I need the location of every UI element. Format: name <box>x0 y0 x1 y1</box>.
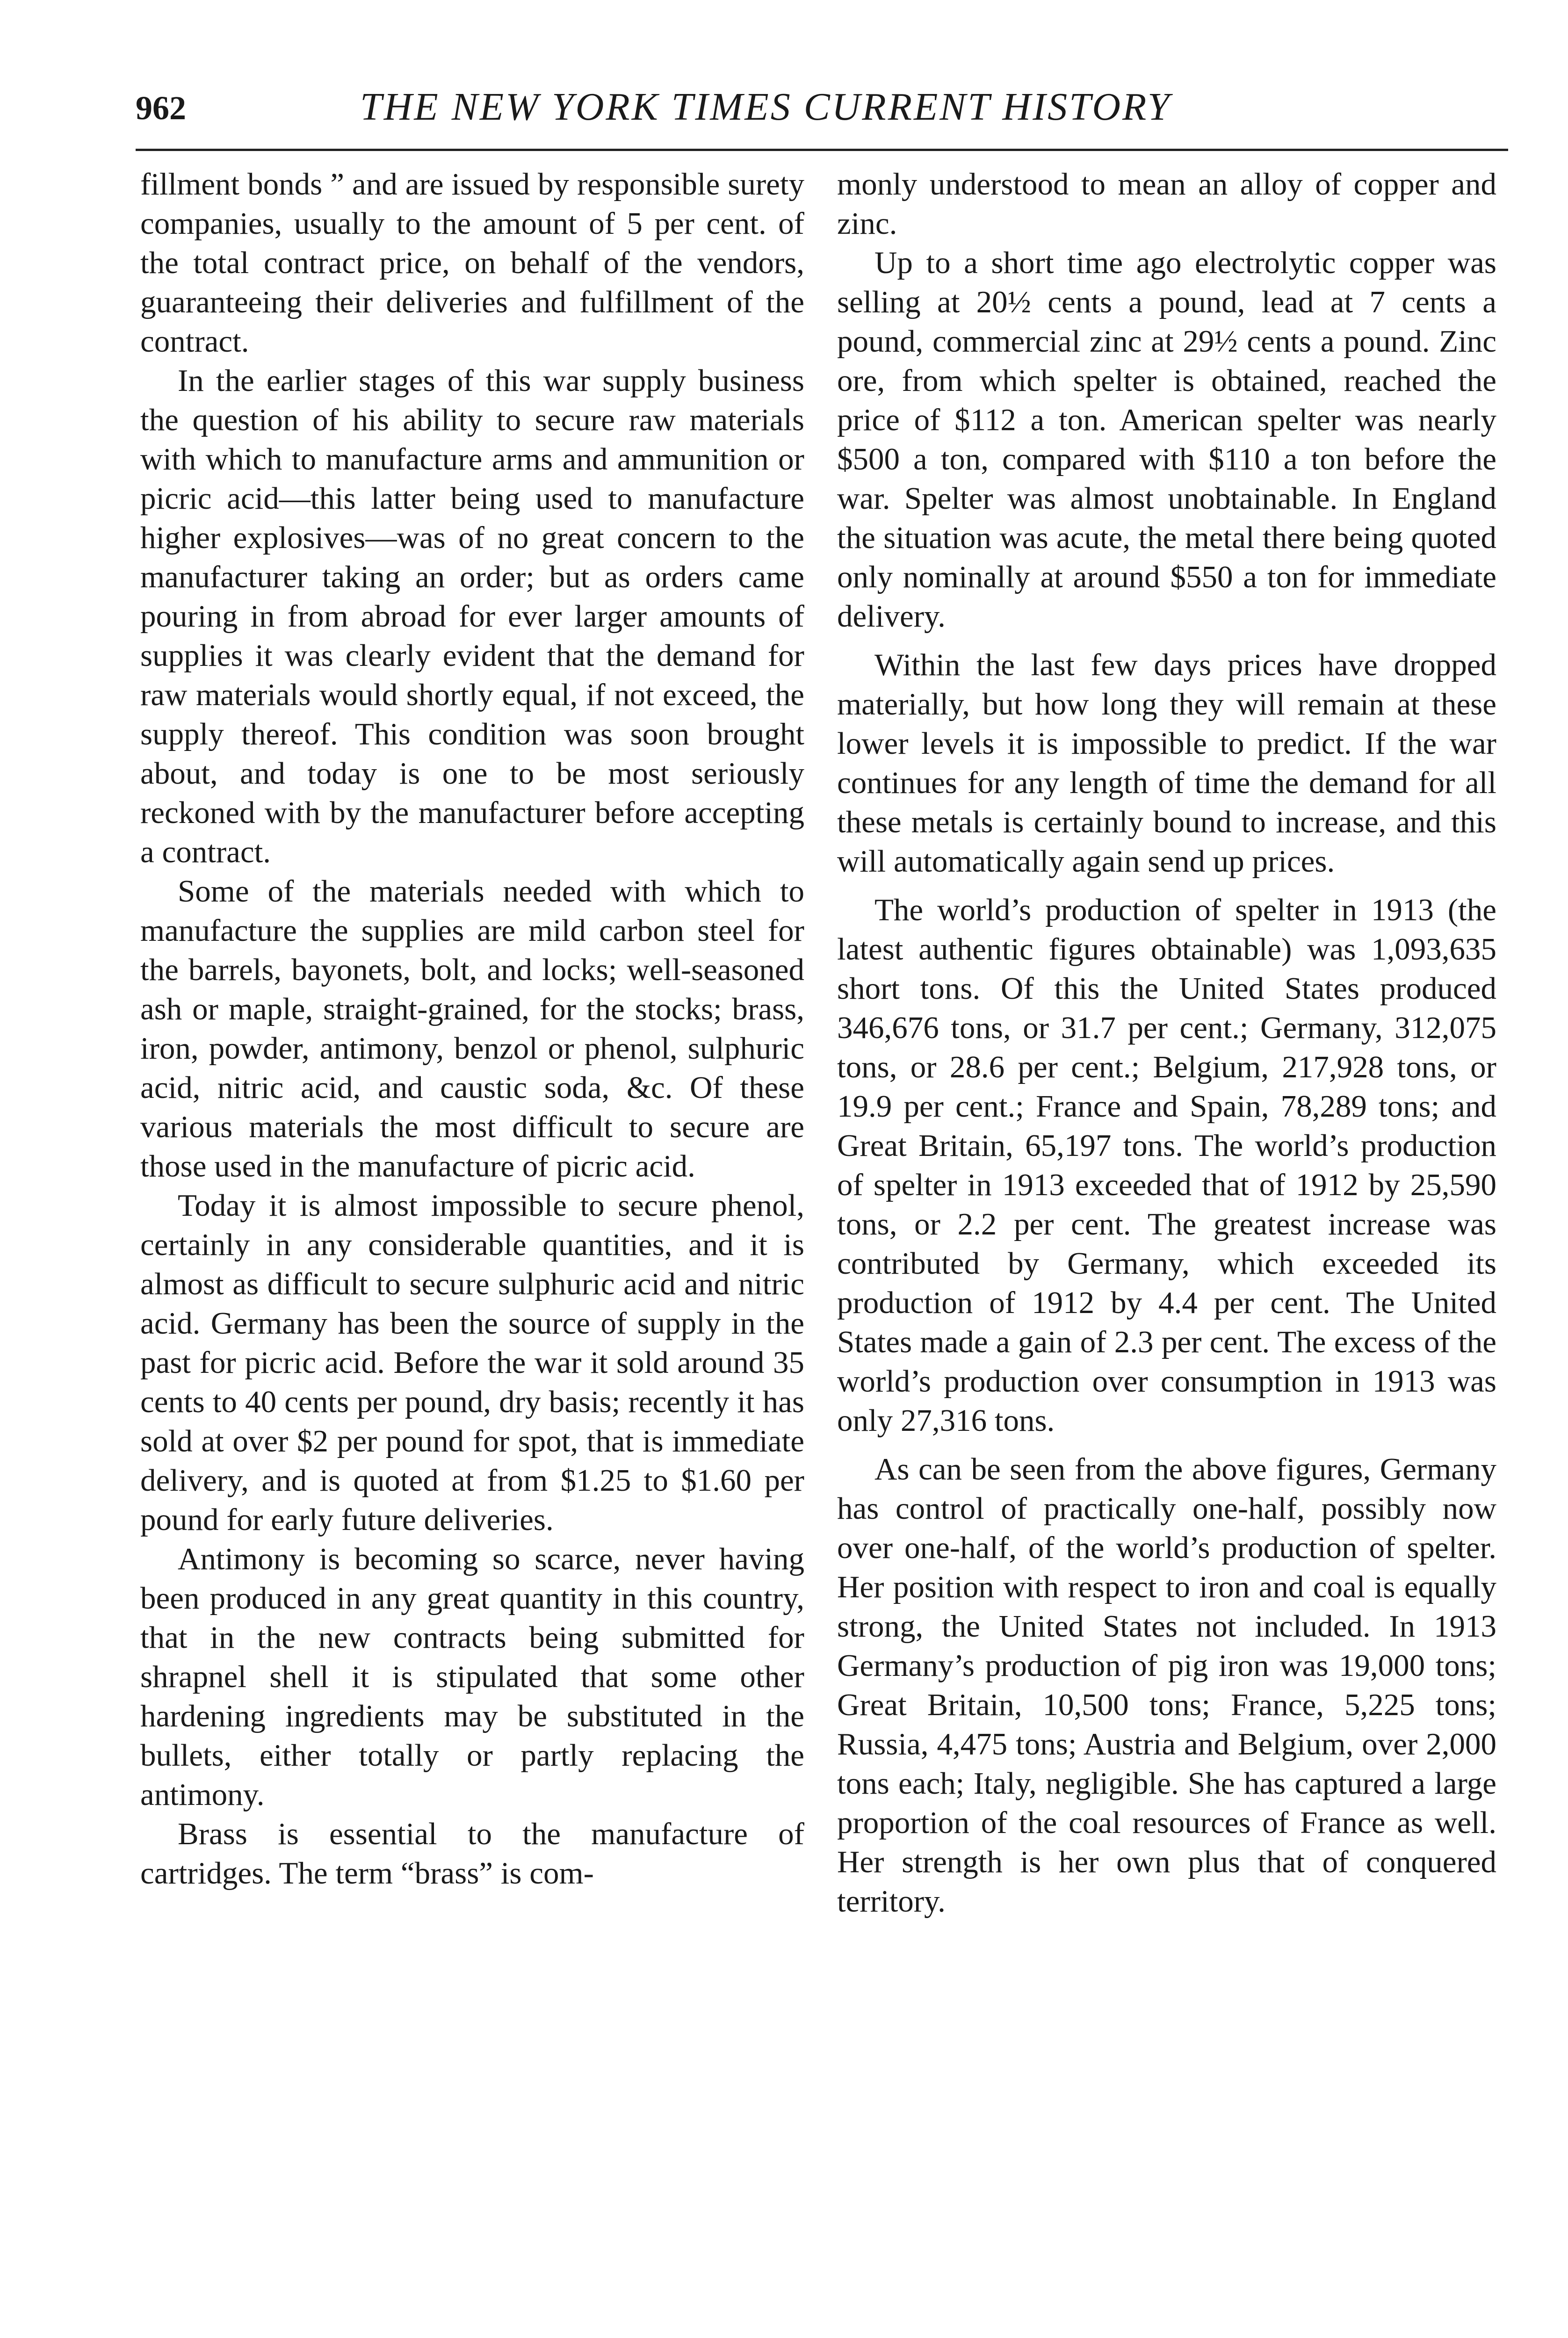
paragraph: Today it is almost impossible to secure phenol, certainly in any considerable quantities, and it is almost as difficult to secure sulphuric acid and nitric acid. Germany has been the source of supply in the past for picric acid. Before the war it sold around 35 cents to 40 cents per pound, dry basis; recently it has sold at over $2 per pound for spot, that is immediate delivery, and is quoted at from $1.25 to $1.60 per pound for early future deliveries. <box>140 1188 804 1537</box>
paragraph: Brass is essential to the manufacture of cartridges. The term “brass” is com- <box>140 1817 804 1891</box>
paragraph: Some of the materials needed with which to manufacture the supplies are mild carbon steel for the barrels, bayonets, bolt, and locks; well-seasoned ash or maple, straight-grained, for the stocks; brass, iron, powder, antimony, benzol or phenol, sulphuric acid, nitric acid, and caustic soda, &c. Of these various materials the most difficult to secure are those used in the manufacture of picric acid. <box>140 874 804 1183</box>
right-column <box>837 165 1496 1921</box>
page-number: 962 <box>136 89 186 127</box>
left-column <box>140 165 804 1893</box>
paragraph: The world’s production of spelter in 1913 (the latest authentic figures obtainable) was 1,093,635 short tons. Of this the United States produced 346,676 tons, or 31.7 per cent.; Germany, 312,075 tons, or 28.6 per cent.; Belgium, 217,928 tons, or 19.9 per cent.; France and Spain, 78,289 tons; and Great Britain, 65,197 tons. The world’s production of spelter in 1913 exceeded that of 1912 by 25,590 tons, or 2.2 per cent. The greatest increase was contributed by Germany, which exceeded its production of 1912 by 4.4 per cent. The United States made a gain of 2.3 per cent. The excess of the world’s production over consumption in 1913 was only 27,316 tons. <box>837 893 1496 1438</box>
paragraph: fillment bonds ” and are issued by responsible surety companies, usually to the amount of 5 per cent. of the total contract price, on behalf of the vendors, guaranteeing their deliveries and fulfillment of the contract. <box>140 167 804 359</box>
page-header <box>136 79 1506 150</box>
running-head-title: THE NEW YORK TIMES CURRENT HISTORY <box>360 85 1171 129</box>
paragraph: Antimony is becoming so scarce, never having been produced in any great quantity in this country, that in the new contracts being submitted for shrapnel shell it is stipulated that some other hardening ingredients may be substituted in the bullets, either totally or partly replacing the antimony. <box>140 1542 804 1812</box>
paragraph: Up to a short time ago electrolytic copper was selling at 20½ cents a pound, lead at 7 cents a pound, commercial zinc at 29½ cents a pound. Zinc ore, from which spelter is obtained, reached the price of $112 a ton. American spelter was nearly $500 a ton, compared with $110 a ton before the war. Spelter was almost unobtainable. In England the situation was acute, the metal there being quoted only nominally at around $550 a ton for immediate delivery. <box>837 245 1496 634</box>
paragraph: monly understood to mean an alloy of copper and zinc. <box>837 167 1496 241</box>
paragraph: Within the last few days prices have dropped materially, but how long they will remain at these lower levels it is impossible to predict. If the war continues for any length of time the demand for all these metals is certainly bound to increase, and this will automatically again send up prices. <box>837 648 1496 879</box>
paragraph: In the earlier stages of this war supply business the question of his ability to secure raw materials with which to manufacture arms and ammunition or picric acid—this latter being used to manufacture higher explosives—was of no great concern to the manufacturer taking an order; but as orders came pouring in from abroad for ever larger amounts of supplies it was clearly evident that the demand for raw materials would shortly equal, if not exceed, the supply thereof. This condition was soon brought about, and today is one to be most seriously reckoned with by the manufacturer before accepting a contract. <box>140 363 804 869</box>
paragraph: As can be seen from the above figures, Germany has control of practically one-half, possibly now over one-half, of the world’s production of spelter. Her position with respect to iron and coal is equally strong, the United States not included. In 1913 Germany’s production of pig iron was 19,000 tons; Great Britain, 10,500 tons; France, 5,225 tons; Russia, 4,475 tons; Austria and Belgium, over 2,000 tons each; Italy, negligible. She has captured a large proportion of the coal resources of France as well. Her strength is her own plus that of conquered territory. <box>837 1452 1496 1919</box>
header-rule <box>136 149 1508 151</box>
